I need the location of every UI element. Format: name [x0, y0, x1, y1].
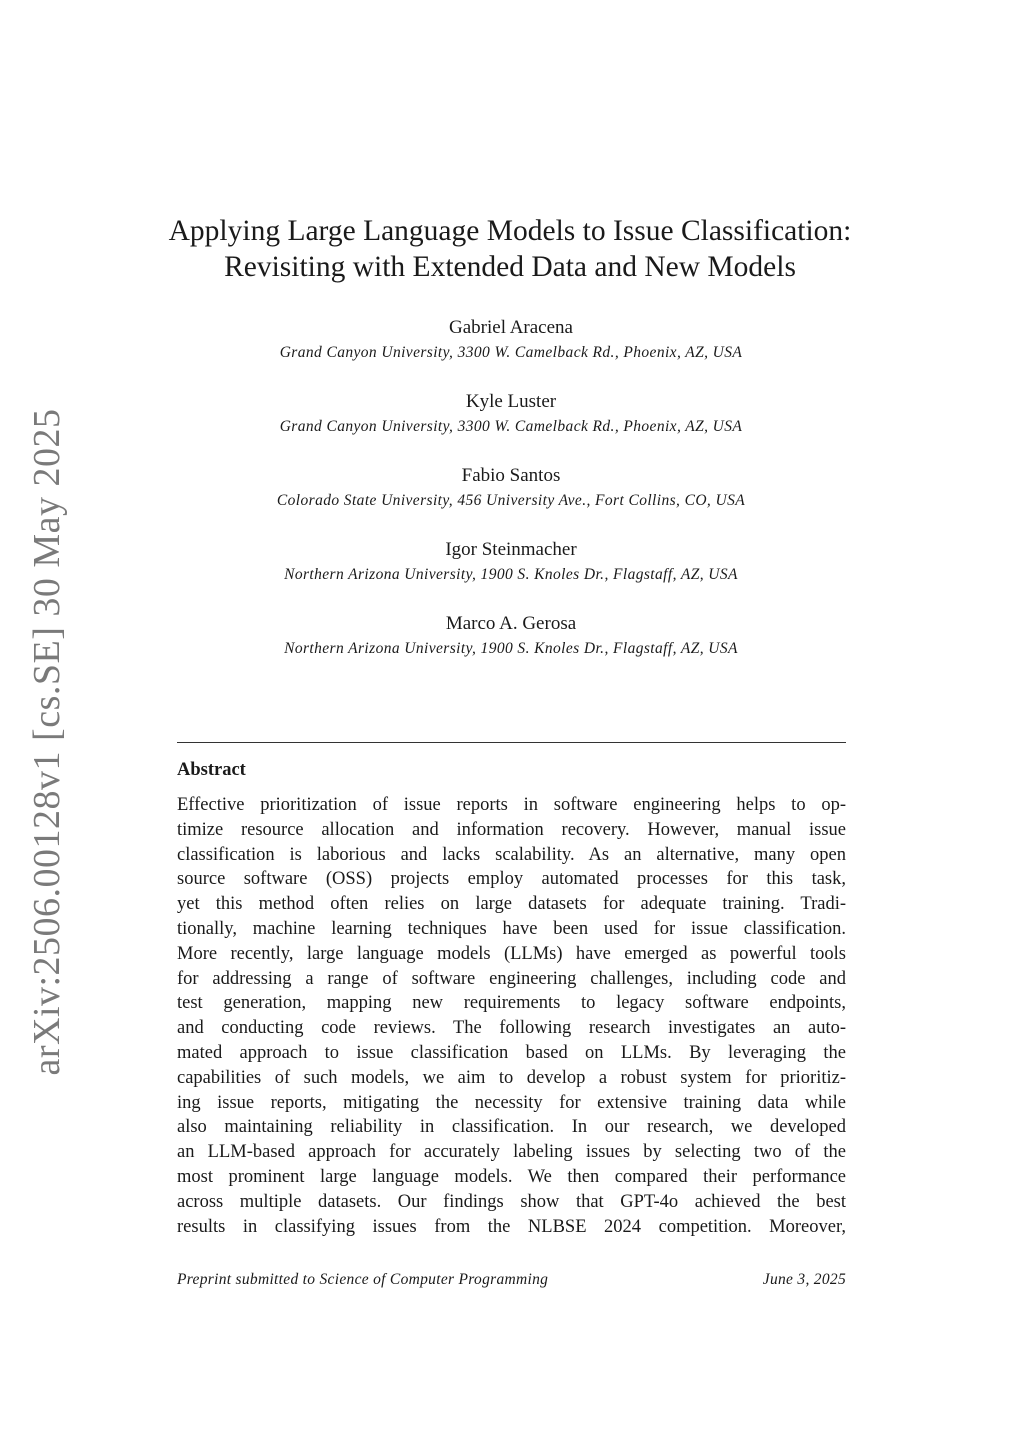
author-name: Kyle Luster: [465, 391, 557, 412]
author-name: Igor Steinmacher: [445, 539, 577, 560]
author-list: [150, 316, 872, 686]
abstract-line: ing issue reports, mitigating the necessity for extensive training data while: [177, 1092, 846, 1113]
preprint-note: Preprint submitted to Science of Computer Programming: [177, 1271, 549, 1288]
author-affiliation: Colorado State University, 456 University Ave., Fort Collins, CO, USA: [276, 492, 746, 509]
abstract-line: results in classifying issues from the NLBSE 2024 competition. Moreover,: [177, 1216, 846, 1237]
author-affiliation: Northern Arizona University, 1900 S. Knoles Dr., Flagstaff, AZ, USA: [284, 640, 738, 657]
author-name: Gabriel Aracena: [449, 317, 573, 338]
abstract-line: Effective prioritization of issue reports in software engineering helps to op-: [177, 795, 846, 815]
abstract-heading: Abstract: [177, 760, 246, 780]
author-affiliation: Grand Canyon University, 3300 W. Camelback Rd., Phoenix, AZ, USA: [279, 344, 743, 361]
arxiv-identifier: arXiv:2506.00128v1 [cs.SE] 30 May 2025: [26, 408, 68, 1076]
abstract-line: across multiple datasets. Our findings show that GPT-4o achieved the best: [177, 1191, 846, 1212]
abstract-body: [177, 793, 846, 1239]
abstract-line: capabilities of such models, we aim to develop a robust system for prioritiz-: [177, 1067, 846, 1088]
abstract-line: most prominent large language models. We then compared their performance: [177, 1166, 846, 1187]
title-line-1: Applying Large Language Models to Issue Classification:: [168, 215, 852, 247]
abstract-line: timize resource allocation and information recovery. However, manual issue: [177, 819, 846, 840]
abstract-line: yet this method often relies on large datasets for adequate training. Tradi-: [177, 894, 846, 915]
abstract-line: also maintaining reliability in classification. In our research, we developed: [177, 1117, 846, 1138]
preprint-date: June 3, 2025: [762, 1271, 846, 1288]
author-name: Marco A. Gerosa: [445, 613, 577, 634]
title-line-2: Revisiting with Extended Data and New Models: [224, 251, 796, 283]
paper-title: [150, 213, 870, 285]
abstract-line: classification is laborious and lacks scalability. As an alternative, many open: [177, 844, 846, 865]
abstract-line: mated approach to issue classification based on LLMs. By leveraging the: [177, 1042, 846, 1063]
abstract-line: for addressing a range of software engineering challenges, including code and: [177, 968, 846, 989]
author-affiliation: Grand Canyon University, 3300 W. Camelback Rd., Phoenix, AZ, USA: [279, 418, 743, 435]
abstract-line: source software (OSS) projects employ automated processes for this task,: [177, 869, 846, 890]
abstract-line: an LLM-based approach for accurately labeling issues by selecting two of the: [177, 1142, 846, 1163]
abstract-line: test generation, mapping new requirements to legacy software endpoints,: [177, 993, 846, 1014]
abstract-line: tionally, machine learning techniques have been used for issue classification.: [177, 918, 846, 939]
author-affiliation: Northern Arizona University, 1900 S. Knoles Dr., Flagstaff, AZ, USA: [284, 566, 738, 583]
abstract-line: More recently, large language models (LLMs) have emerged as powerful tools: [177, 943, 846, 964]
abstract-divider: [177, 742, 846, 743]
author-name: Fabio Santos: [461, 465, 561, 486]
abstract-line: and conducting code reviews. The following research investigates an auto-: [177, 1018, 846, 1039]
